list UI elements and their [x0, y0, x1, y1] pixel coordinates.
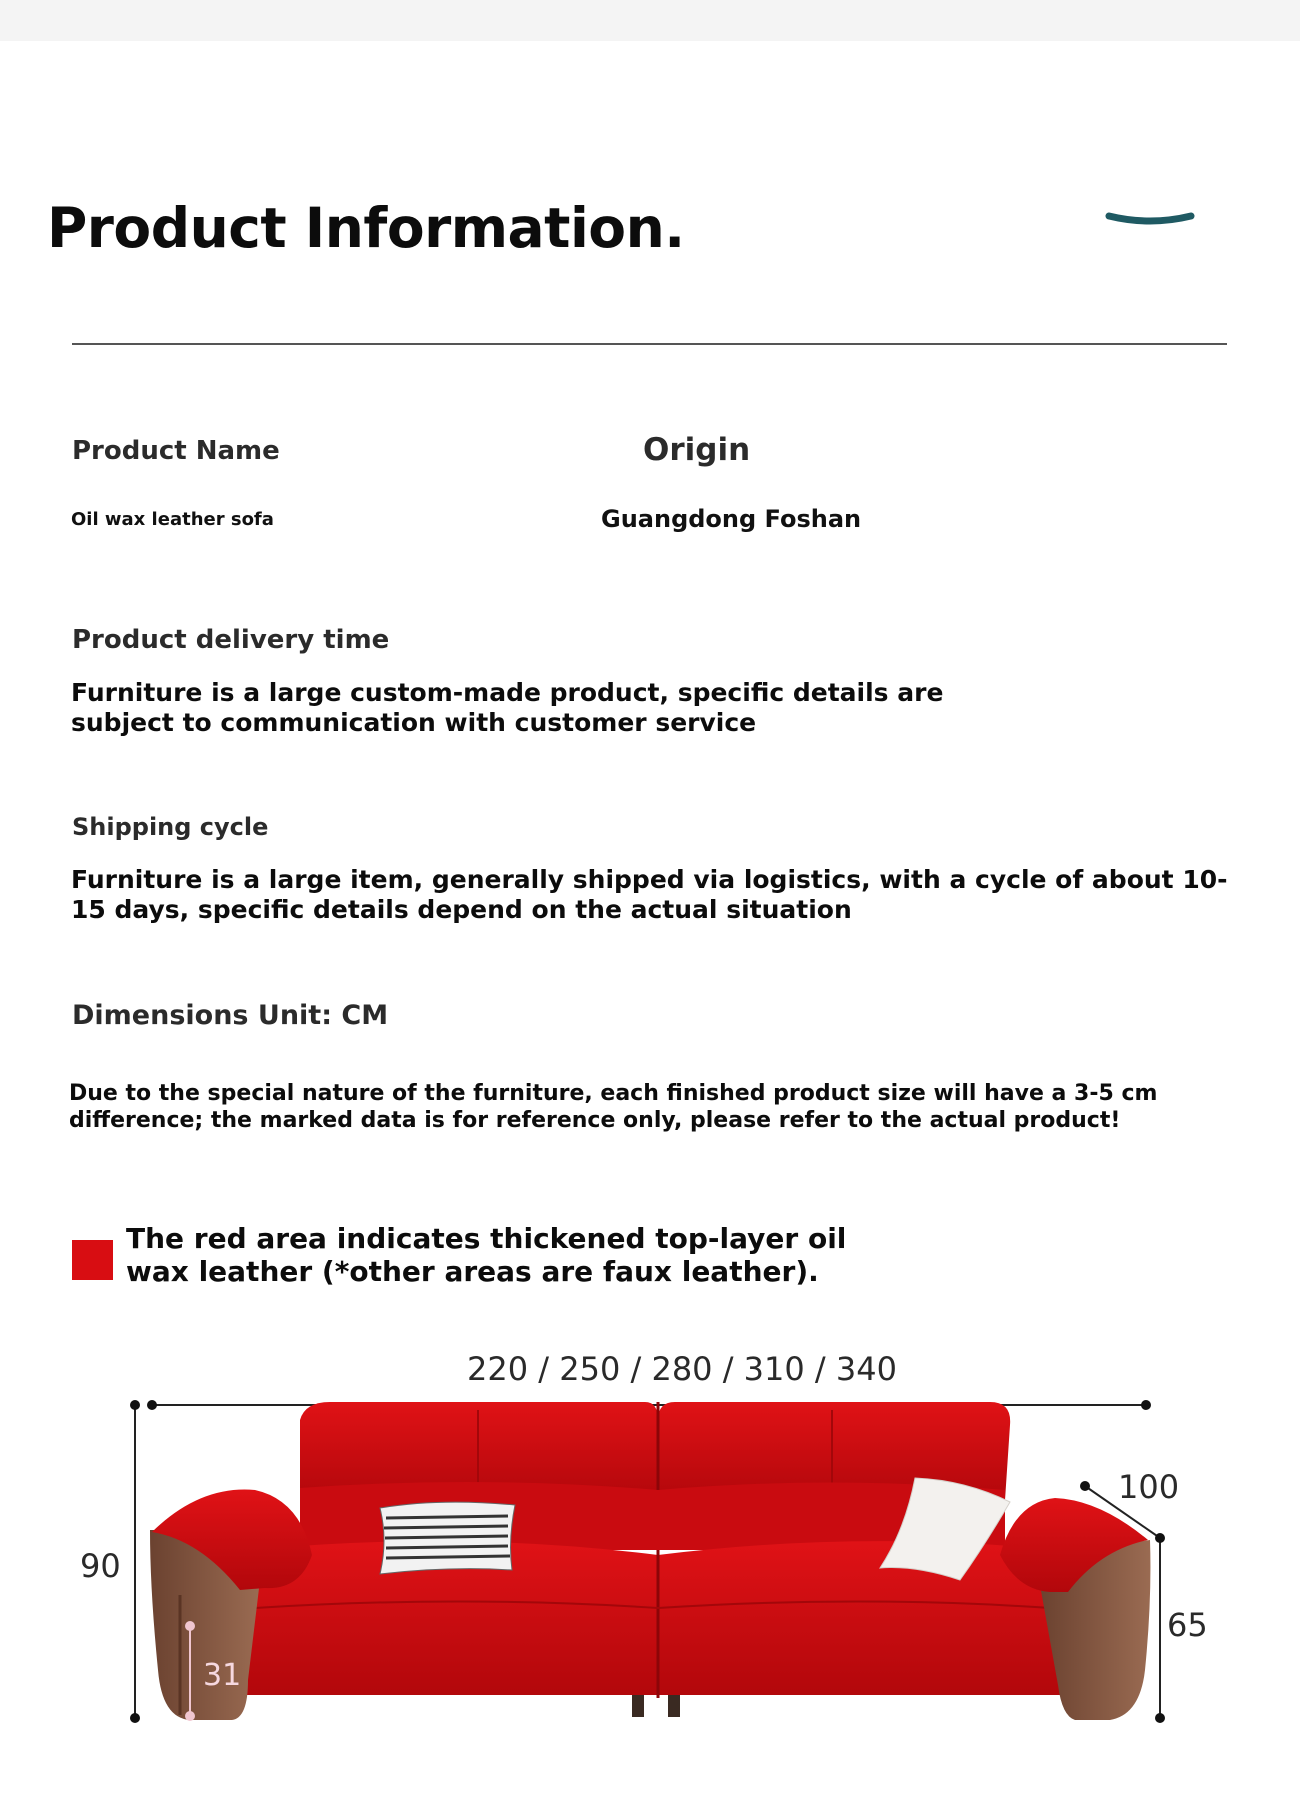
legend-text: The red area indicates thickened top-layer oil wax leather (*other areas are faux leather). — [126, 1222, 847, 1288]
height-dimension-label: 90 — [80, 1547, 121, 1585]
top-bar — [0, 0, 1300, 41]
sofa-leg — [632, 1695, 644, 1717]
dimensions-note: Due to the special nature of the furniture, each finished product size will have a 3-5 cm difference; the marked data is for reference only, please refer to the actual product! — [69, 1081, 1158, 1133]
page-title: Product Information. — [47, 196, 685, 260]
sofa-leg — [668, 1695, 680, 1717]
product-name-value: Oil wax leather sofa — [71, 509, 274, 530]
delivery-time-label: Product delivery time — [72, 625, 390, 655]
sofa-dimension-diagram — [0, 1340, 1300, 1790]
wave-accent-icon — [1105, 208, 1195, 230]
width-dimension-label: 220 / 250 / 280 / 310 / 340 — [467, 1350, 897, 1388]
delivery-time-text: Furniture is a large custom-made product, specific details are subject to communication with customer service — [71, 678, 944, 737]
striped-pillow-icon — [380, 1502, 515, 1574]
arm-height-dimension-label: 65 — [1167, 1606, 1208, 1644]
seat-height-dimension-label: 31 — [203, 1658, 242, 1693]
red-leather-swatch — [72, 1240, 113, 1280]
dimensions-label: Dimensions Unit: CM — [72, 1000, 389, 1031]
section-divider — [72, 343, 1227, 345]
origin-value: Guangdong Foshan — [601, 505, 862, 533]
shipping-cycle-text: Furniture is a large item, generally shipped via logistics, with a cycle of about 10-15 days, specific details depend on the actual situation — [71, 865, 1228, 924]
origin-label: Origin — [643, 432, 751, 468]
product-name-label: Product Name — [72, 436, 280, 466]
depth-dimension-label: 100 — [1118, 1468, 1180, 1506]
shipping-cycle-label: Shipping cycle — [72, 813, 269, 841]
